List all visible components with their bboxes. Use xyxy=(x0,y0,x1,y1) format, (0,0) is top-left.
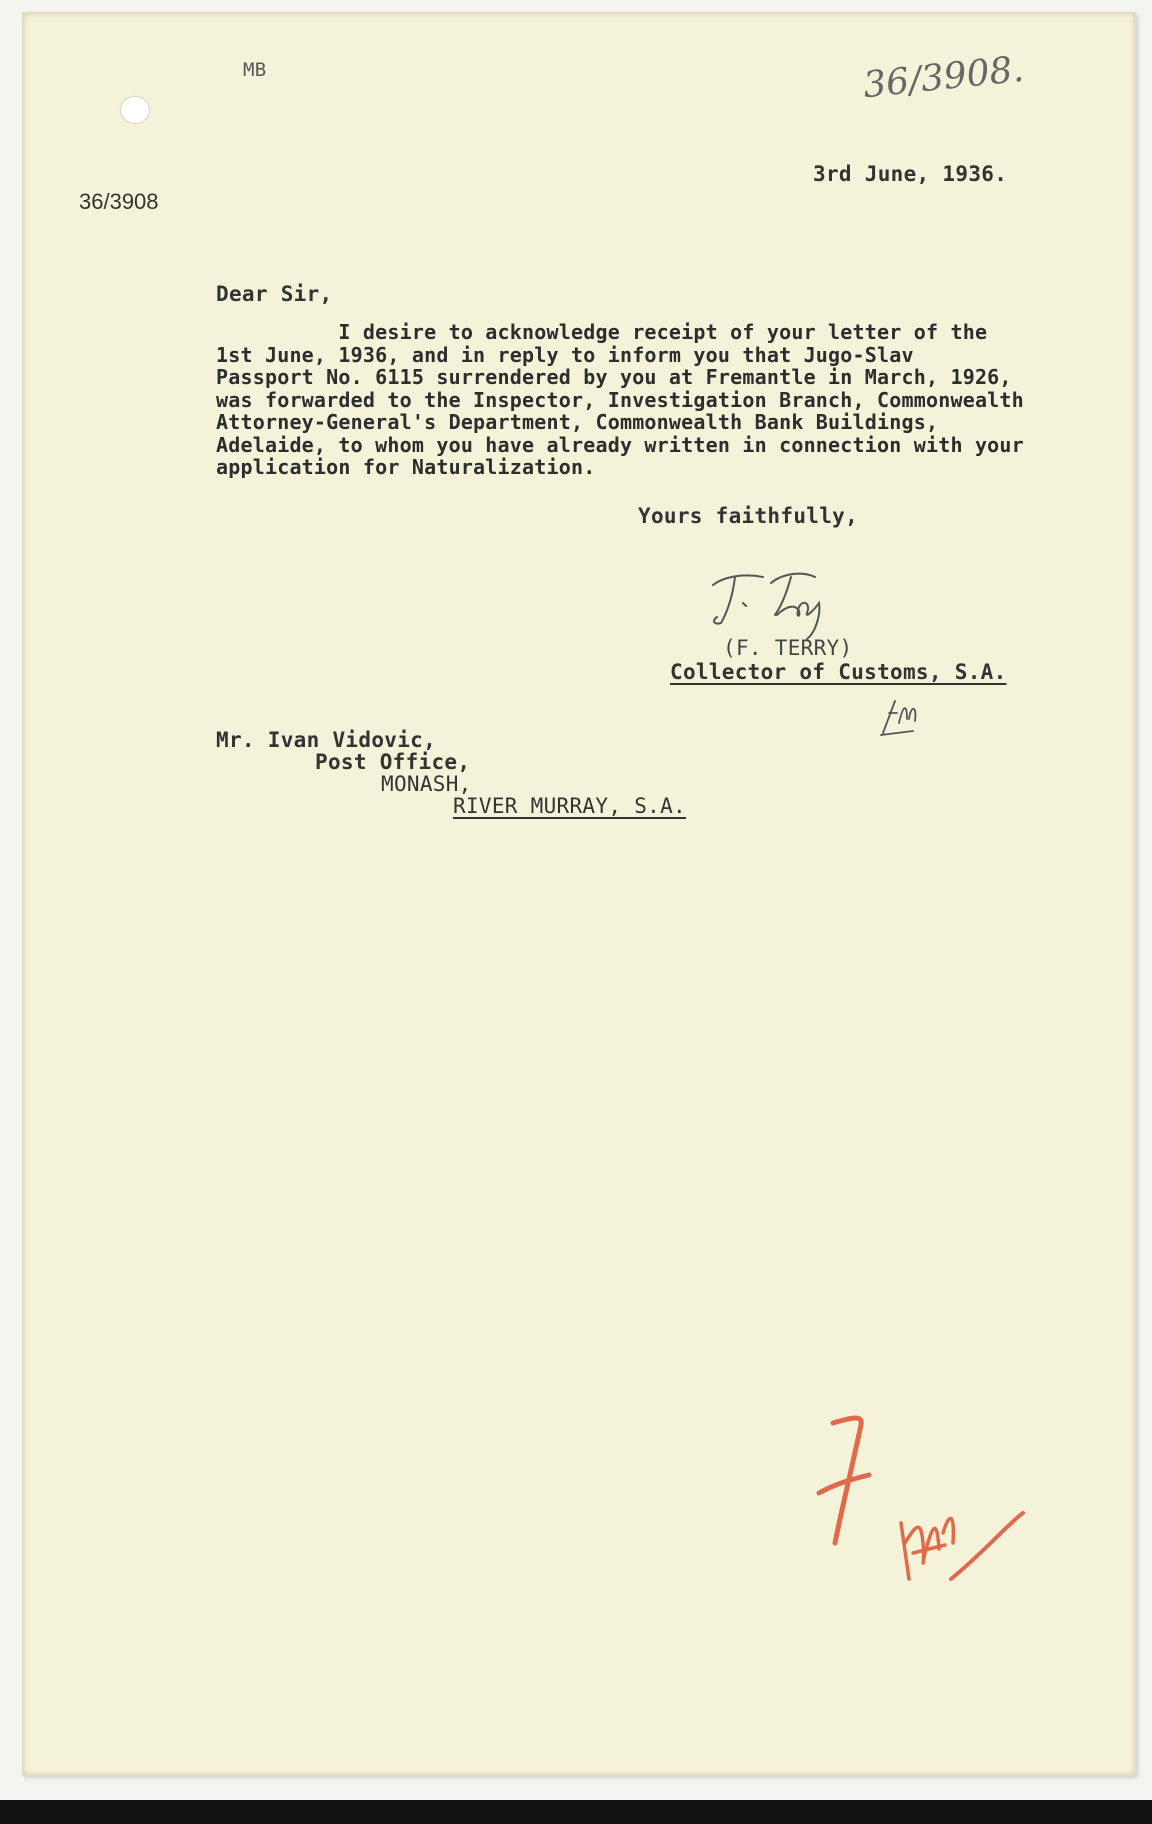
punch-hole xyxy=(121,97,149,123)
handwritten-signature xyxy=(703,563,853,643)
body-line: Adelaide, to whom you have already written in connection with your xyxy=(216,432,1024,457)
file-reference: 36/3908 xyxy=(79,189,159,214)
letter-page xyxy=(22,12,1136,1776)
scan-border xyxy=(0,1800,1152,1824)
body-line: I desire to acknowledge receipt of your letter of the xyxy=(216,320,988,344)
body-line: Passport No. 6115 surrendered by you at Fremantle in March, 1926, xyxy=(216,365,1012,389)
signatory-title: Collector of Customs, S.A. xyxy=(670,660,1007,684)
salutation: Dear Sir, xyxy=(216,282,333,306)
addressee-line: Post Office, xyxy=(315,750,471,774)
body-line: application for Naturalization. xyxy=(216,455,596,479)
body-line: was forwarded to the Inspector, Investigation Branch, Commonwealth xyxy=(216,387,1024,412)
handwritten-file-reference: 36/3908. xyxy=(861,48,1026,107)
typist-initials: MB xyxy=(243,59,267,81)
body-line: Attorney-General's Department, Commonwealth Bank Buildings, xyxy=(216,410,939,434)
handwritten-initials xyxy=(873,693,923,743)
letter-date: 3rd June, 1936. xyxy=(813,162,1008,186)
closing: Yours faithfully, xyxy=(638,504,859,528)
red-pencil-annotation xyxy=(813,1403,1063,1633)
addressee-line: MONASH, xyxy=(381,772,472,796)
letter-body xyxy=(216,321,1136,479)
signatory-name: (F. TERRY) xyxy=(723,636,853,660)
addressee-line: RIVER MURRAY, S.A. xyxy=(453,794,686,818)
body-line: 1st June, 1936, and in reply to inform you that Jugo-Slav xyxy=(216,342,914,367)
addressee-name: Mr. Ivan Vidovic, xyxy=(216,728,437,752)
